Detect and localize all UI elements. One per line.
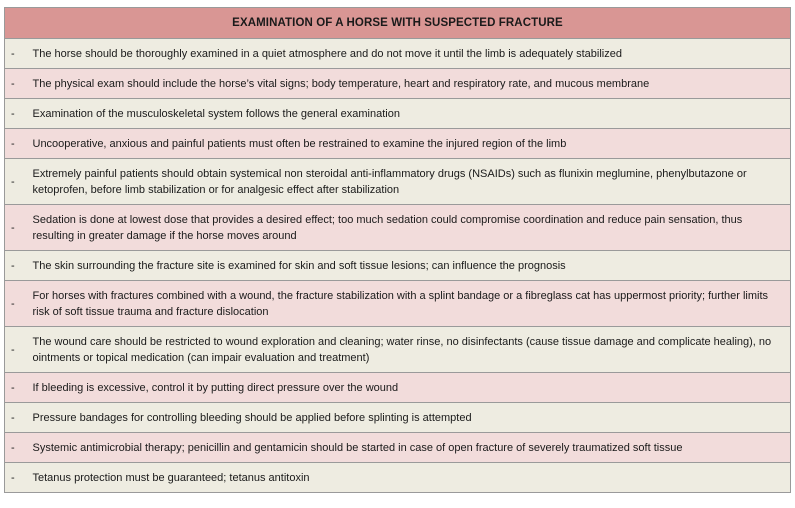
row-text: Tetanus protection must be guaranteed; tetanus antitoxin [33, 463, 791, 493]
bullet-dash: - [5, 463, 33, 493]
table-row [5, 205, 791, 251]
bullet-dash: - [5, 403, 33, 433]
bullet-dash: - [5, 205, 33, 251]
row-text: The horse should be thoroughly examined in a quiet atmosphere and do not move it until the limb is adequately stabilized [33, 39, 791, 69]
row-text: Pressure bandages for controlling bleeding should be applied before splinting is attempted [33, 403, 791, 433]
bullet-dash: - [5, 373, 33, 403]
row-text: The skin surrounding the fracture site is examined for skin and soft tissue lesions; can influence the prognosis [33, 251, 791, 281]
table-title: EXAMINATION OF A HORSE WITH SUSPECTED FRACTURE [5, 8, 791, 39]
bullet-dash: - [5, 159, 33, 205]
table-row [5, 403, 791, 433]
row-text: Uncooperative, anxious and painful patients must often be restrained to examine the injured region of the limb [33, 129, 791, 159]
row-text: Systemic antimicrobial therapy; penicillin and gentamicin should be started in case of open fracture of severely traumatized soft tissue [33, 433, 791, 463]
table-row [5, 39, 791, 69]
table-row [5, 251, 791, 281]
table-row [5, 159, 791, 205]
bullet-dash: - [5, 433, 33, 463]
table-header-row [5, 8, 791, 39]
bullet-dash: - [5, 69, 33, 99]
row-text: For horses with fractures combined with a wound, the fracture stabilization with a splint bandage or a fibreglass cat has uppermost priority; further limits risk of soft tissue trauma and fracture dislocation [33, 281, 791, 327]
bullet-dash: - [5, 251, 33, 281]
row-text: Examination of the musculoskeletal system follows the general examination [33, 99, 791, 129]
bullet-dash: - [5, 129, 33, 159]
row-text: If bleeding is excessive, control it by putting direct pressure over the wound [33, 373, 791, 403]
bullet-dash: - [5, 39, 33, 69]
table-row [5, 463, 791, 493]
row-text: The wound care should be restricted to wound exploration and cleaning; water rinse, no disinfectants (cause tissue damage and complicate healing), no ointments or topical medication (can impair evaluation and treatment) [33, 327, 791, 373]
table-row [5, 327, 791, 373]
table-row [5, 433, 791, 463]
table-row [5, 99, 791, 129]
bullet-dash: - [5, 99, 33, 129]
bullet-dash: - [5, 281, 33, 327]
row-text: The physical exam should include the horse’s vital signs; body temperature, heart and respiratory rate, and mucous membrane [33, 69, 791, 99]
table-row [5, 373, 791, 403]
table-row [5, 281, 791, 327]
row-text: Extremely painful patients should obtain systemical non steroidal anti-inflammatory drugs (NSAIDs) such as flunixin meglumine, phenylbutazone or ketoprofen, before limb stabilization or for analgesic effect after stabilization [33, 159, 791, 205]
row-text: Sedation is done at lowest dose that provides a desired effect; too much sedation could compromise coordination and reduce pain sensation, thus resulting in greater damage if the horse moves around [33, 205, 791, 251]
table-row [5, 129, 791, 159]
fracture-exam-table [4, 7, 791, 493]
table-row [5, 69, 791, 99]
bullet-dash: - [5, 327, 33, 373]
